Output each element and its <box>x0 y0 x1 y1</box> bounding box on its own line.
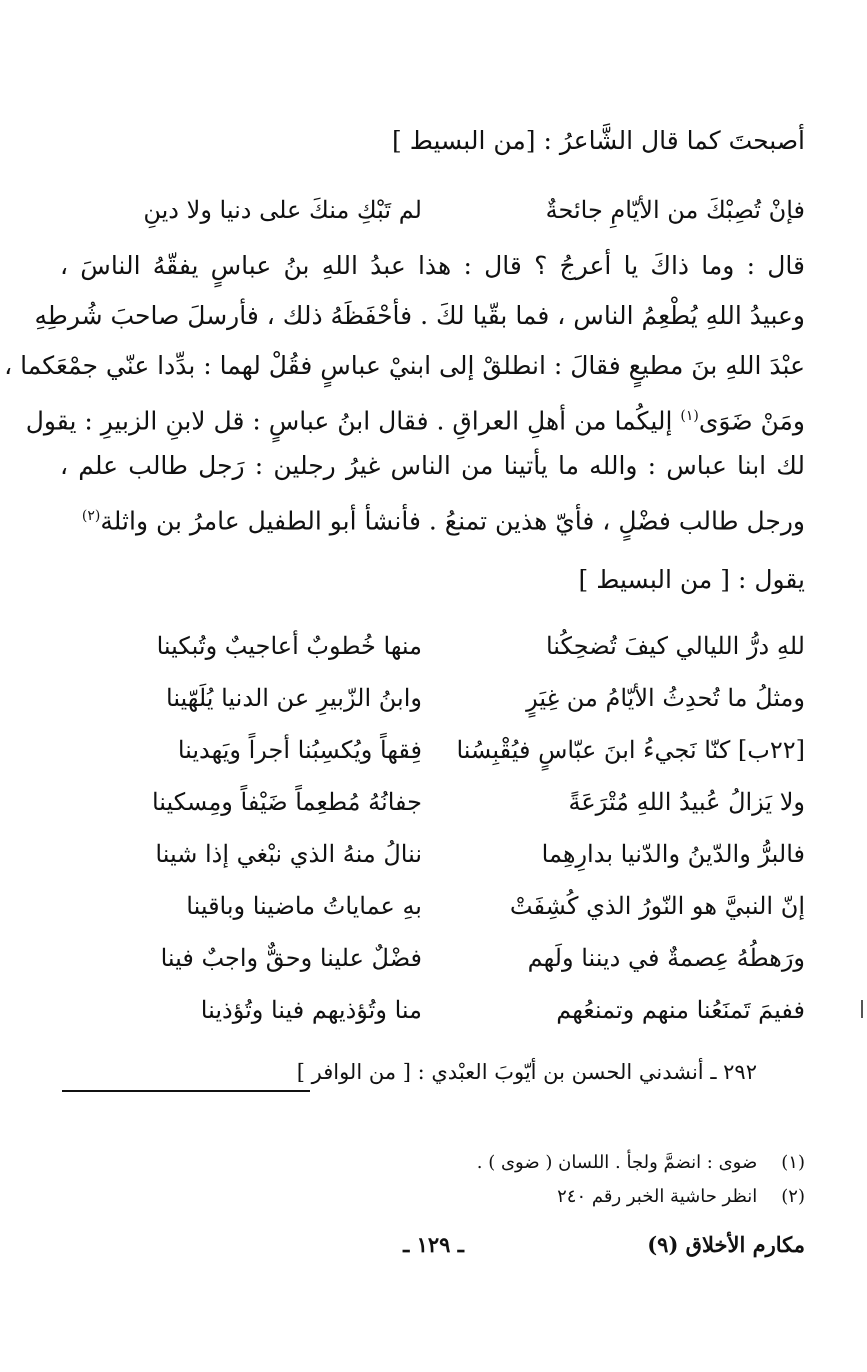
item-292-heading: ٢٩٢ ـ أنشدني الحسن بن أيّوبَ العبْدي : [ من الوافر ] <box>296 1060 757 1084</box>
intro-2-line: يقول : [ من البسيط ] <box>578 565 805 594</box>
verse-9-left: منا وتُؤذيهم فينا وتُؤذينا <box>200 996 422 1024</box>
verse-7-right: إنّ النبيَّ هو النّورُ الذي كُشِفَتْ <box>509 892 805 920</box>
verse-3-right: ومثلُ ما تُحدِثُ الأيّامُ من غِيَرٍ <box>526 684 805 712</box>
verse-3-left: وابنُ الزّبيرِ عن الدنيا يُلَهّينا <box>166 684 422 712</box>
footnote-2-text: انظر حاشية الخبر رقم ٢٤٠ <box>557 1186 758 1207</box>
verse-8-right: ورَهطُهُ عِصمةٌ في ديننا ولَهم <box>527 944 805 972</box>
prose-line-4-start: ومَنْ ضَوَى <box>698 406 805 436</box>
prose-line-4 <box>25 396 805 441</box>
verse-5-left: جفانُهُ مُطعِماً ضَيْفاً ومِسكينا <box>151 788 422 816</box>
verse-4-left: فِقهاً ويُكسِبُنا أجراً ويَهدينا <box>177 736 422 764</box>
verse-1-right: فإنْ تُصِبْكَ من الأيّامِ جائحةٌ <box>545 196 805 224</box>
footnote-ref-1: (١) <box>680 408 699 424</box>
verse-8-left: فضْلٌ علينا وحقٌّ واجبٌ فينا <box>160 944 422 972</box>
footnote-1-text: ضوى : انضمَّ ولجأ . اللسان ( ضوى ) . <box>476 1152 758 1173</box>
prose-line-3: عبْدَ اللهِ بنَ مطيعٍ فقالَ : انطلقْ إلى ابنيْ عباسٍ فقُلْ لهما : بدِّدا عنّي جمْعَكما ، <box>4 351 805 380</box>
prose-line-6 <box>60 496 805 541</box>
verse-2-left: منها خُطوبٌ أعاجيبٌ وتُبكينا <box>156 632 422 660</box>
scan-edge-mark <box>861 1000 863 1018</box>
footnote-divider <box>62 1090 310 1092</box>
verse-2-right: للهِ درُّ الليالي كيفَ تُضحِكُنا <box>545 632 805 660</box>
verse-5-right: ولا يَزالُ عُبيدُ اللهِ مُتْرَعَةً <box>568 788 805 816</box>
verse-7-left: بهِ عماياتُ ماضينا وباقينا <box>186 892 422 920</box>
verse-6-left: ننالُ منهُ الذي نبْغي إذا شينا <box>155 840 422 868</box>
footer-book-title: مكارم الأخلاق (٩) <box>647 1232 805 1257</box>
footer-page-number: ـ ١٢٩ ـ <box>403 1232 464 1257</box>
intro-line: أصبحتَ كما قال الشَّاعرُ : [من البسيط ] <box>392 126 805 155</box>
verse-4-right: [٢٢ب] كنّا نَجيءُ ابنَ عبّاسٍ فيُقْبِسُنا <box>456 736 805 764</box>
prose-line-6-text: ورجل طالب فضْلٍ ، فأيّ هذين تمنعُ . فأنشأ أبو الطفيل عامرُ بن واثلة <box>100 506 805 536</box>
prose-line-1: قال : وما ذاكَ يا أعرجُ ؟ قال : هذا عبدُ اللهِ بنُ عباسٍ يفقّهُ الناسَ ، <box>60 251 805 280</box>
footnote-1 <box>60 1148 805 1178</box>
footnote-2 <box>60 1182 805 1212</box>
prose-line-5: لك ابنا عباس : والله ما يأتينا من الناس غيرُ رجلين : رَجل طالب علم ، <box>60 451 805 480</box>
prose-line-2: وعبيدُ اللهِ يُطْعِمُ الناس ، فما بقّيا لكَ . فأحْفَظَهُ ذلك ، فأرسلَ صاحبَ شُرطِهِ <box>34 301 805 330</box>
footnote-2-number: (٢) <box>781 1186 805 1207</box>
prose-line-4-end: إليكُما من أهلِ العراقِ . فقال ابنُ عباسٍ : قل لابنِ الزبيرِ : يقول <box>25 406 681 436</box>
verse-6-right: فالبرُّ والدّينُ والدّنيا بدارِهِما <box>541 840 805 868</box>
verse-9-right: ففيمَ تَمنَعُنا منهم وتمنعُهم <box>556 996 805 1024</box>
verse-1-left: لم تَبْكِ منكَ على دنيا ولا دينِ <box>143 196 422 224</box>
footnote-ref-2: (٢) <box>81 508 101 524</box>
footnote-1-number: (١) <box>781 1152 805 1173</box>
